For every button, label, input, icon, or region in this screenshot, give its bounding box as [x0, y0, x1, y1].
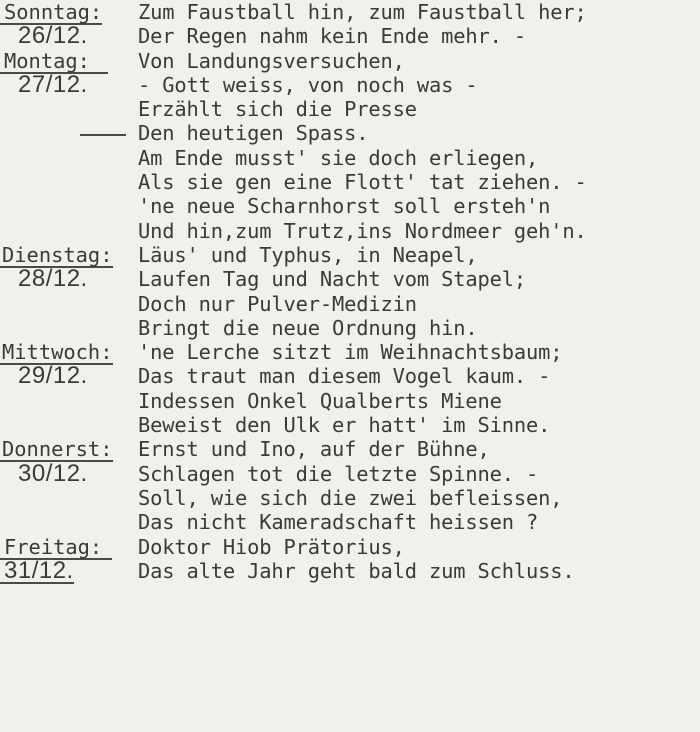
- verse-line: Laufen Tag und Nacht vom Stapel;: [138, 267, 527, 292]
- separator-dash: [80, 134, 126, 136]
- verse-line: Doktor Hiob Prätorius,: [138, 534, 405, 559]
- verse-line: Schlagen tot die letzte Spinne. -: [138, 461, 539, 486]
- verse-line: Den heutigen Spass.: [138, 121, 369, 146]
- entry-dienstag: [0, 243, 700, 340]
- day-label: Freitag:: [0, 537, 112, 560]
- verse-line: Erzählt sich die Presse: [138, 97, 417, 122]
- date-label: 28/12.: [18, 265, 88, 293]
- verse-line: Der Regen nahm kein Ende mehr. -: [138, 24, 527, 49]
- entry-montag: [0, 49, 700, 243]
- verse-line: Zum Faustball hin, zum Faustball her;: [138, 0, 587, 24]
- verse-line: Und hin,zum Trutz,ins Nordmeer geh'n.: [138, 218, 587, 243]
- verse-line: 'ne Lerche sitzt im Weihnachtsbaum;: [138, 340, 563, 365]
- verse-line: Indessen Onkel Qualberts Miene: [138, 388, 502, 413]
- entry-freitag: [0, 535, 700, 584]
- entry-sonntag: [0, 0, 700, 49]
- verse-line: Als sie gen eine Flott' tat ziehen. -: [138, 170, 587, 195]
- verse-line: Doch nur Pulver-Medizin: [138, 291, 417, 316]
- verse-line: Von Landungsversuchen,: [138, 48, 405, 73]
- verse-line: Ernst und Ino, auf der Bühne,: [138, 437, 490, 462]
- day-label: Dienstag:: [2, 242, 113, 267]
- verse-line: Das nicht Kameradschaft heissen ?: [138, 510, 539, 535]
- day-label: Donnerst:: [2, 437, 113, 462]
- verse-line: Soll, wie sich die zwei befleissen,: [138, 485, 563, 510]
- verse-line: 'ne neue Scharnhorst soll ersteh'n: [138, 194, 551, 219]
- day-label: Mittwoch:: [2, 340, 113, 365]
- verse-line: Am Ende musst' sie doch erliegen,: [138, 145, 539, 170]
- verse-line: Läus' und Typhus, in Neapel,: [138, 242, 478, 267]
- verse-line: - Gott weiss, von noch was -: [138, 72, 478, 97]
- verse-line: Das traut man diesem Vogel kaum. -: [138, 364, 551, 389]
- date-label: 29/12.: [18, 362, 88, 390]
- date-label: 30/12.: [18, 459, 88, 487]
- day-label: Montag:: [0, 51, 108, 74]
- date-label: 27/12.: [18, 70, 88, 98]
- verse-line: Bringt die neue Ordnung hin.: [138, 315, 478, 340]
- day-label: Sonntag:: [0, 2, 102, 25]
- date-label: 26/12.: [18, 22, 88, 50]
- verse-line: Beweist den Ulk er hatt' im Sinne.: [138, 413, 551, 438]
- verse-line: Das alte Jahr geht bald zum Schluss.: [138, 558, 575, 583]
- date-label: 31/12.: [0, 560, 74, 584]
- entry-donnerstag: [0, 437, 700, 534]
- entry-mittwoch: [0, 340, 700, 437]
